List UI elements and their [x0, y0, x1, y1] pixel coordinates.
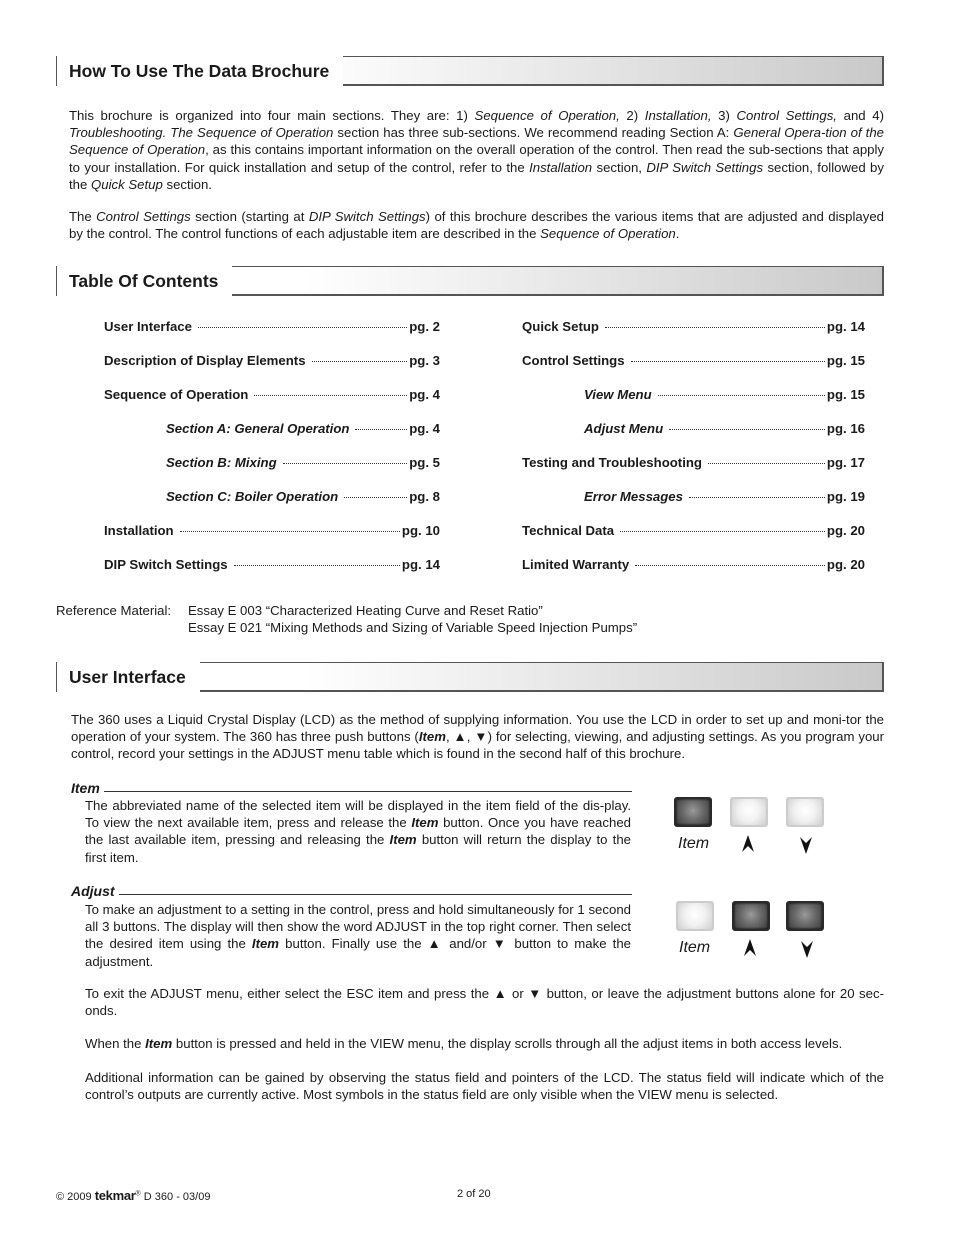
reference-essay-2: Essay E 021 “Mixing Methods and Sizing of Variable Speed Injection Pumps”: [188, 620, 638, 635]
item-button: [676, 901, 714, 931]
toc-leader-dots: [708, 463, 825, 464]
toc-entry-page: pg. 20: [826, 557, 865, 572]
toc-entry-label: Technical Data: [522, 523, 615, 538]
intro-paragraph-2: The Control Settings section (starting at DIP Switch Settings) of this brochure describes the various items that are adjusted and displayed by the control. The control functions of each adjustable item are described in the Sequence of Operation.: [69, 209, 885, 242]
item-description: The abbreviated name of the selected item will be displayed in the item field of the dis-play. To view the next available item, press and release the Item button. Once you have reached the last available item, pressing and releasing the Item button will return the display to the first item.: [85, 798, 631, 865]
toc-entry-page: pg. 20: [826, 523, 865, 538]
toc-leader-dots: [620, 531, 825, 532]
toc-entry-page: pg. 4: [409, 387, 440, 402]
toc-leader-dots: [312, 361, 408, 362]
toc-leader-dots: [234, 565, 400, 566]
toc-entry-label: Error Messages: [584, 489, 683, 504]
item-button-pressed: [674, 797, 712, 827]
toc-leader-dots: [355, 429, 407, 430]
toc-entry-page: pg. 5: [409, 455, 440, 470]
divider: [119, 894, 632, 895]
toc-entry-label: Description of Display Elements: [104, 353, 306, 368]
toc-entry-label: Section C: Boiler Operation: [166, 489, 339, 504]
toc-entry-page: pg. 15: [826, 387, 865, 402]
toc-entry-label: DIP Switch Settings: [104, 557, 228, 572]
down-button: [786, 797, 824, 827]
toc-leader-dots: [180, 531, 400, 532]
toc-entry-page: pg. 14: [826, 319, 865, 334]
item-heading: Item: [71, 780, 100, 796]
divider: [104, 791, 632, 792]
toc-entry[interactable]: [104, 353, 440, 371]
toc-entry[interactable]: [104, 387, 440, 405]
adjust-heading: Adjust: [71, 883, 115, 899]
section-title: User Interface: [57, 662, 200, 692]
reference-essay-1: Essay E 003 “Characterized Heating Curve and Reset Ratio”: [188, 603, 543, 618]
toc-leader-dots: [344, 497, 407, 498]
toc-entry-page: pg. 15: [826, 353, 865, 368]
page-number: 2 of 20: [457, 1188, 491, 1200]
toc-entry-label: Installation: [104, 523, 174, 538]
item-button-label: Item: [679, 939, 711, 956]
toc-entry-page: pg. 17: [826, 455, 865, 470]
toc-entry-page: pg. 14: [401, 557, 440, 572]
toc-entry-label: Section B: Mixing: [166, 455, 277, 470]
toc-entry[interactable]: [522, 319, 865, 337]
toc-entry-page: pg. 19: [826, 489, 865, 504]
item-button-label: Item: [678, 835, 710, 852]
reference-label: Reference Material:: [56, 603, 172, 618]
toc-entry[interactable]: [522, 557, 865, 575]
copyright: © 2009: [56, 1191, 92, 1203]
toc-entry-label: Quick Setup: [522, 319, 599, 334]
brand-logo: tekmar: [94, 1188, 136, 1203]
toc-leader-dots: [605, 327, 825, 328]
toc-entry[interactable]: [166, 455, 440, 473]
toc-entry-page: pg. 3: [409, 353, 440, 368]
toc-entry-label: Section A: General Operation: [166, 421, 350, 436]
toc-entry-page: pg. 8: [409, 489, 440, 504]
toc-entry-label: Control Settings: [522, 353, 625, 368]
item-subheading: [71, 778, 632, 796]
up-arrow-icon: [743, 939, 757, 957]
down-arrow-icon: [799, 836, 813, 854]
toc-leader-dots: [658, 395, 825, 396]
up-button-pressed: [732, 901, 770, 931]
registered-mark: ®: [135, 1190, 141, 1198]
status-field-paragraph: Additional information can be gained by observing the status field and pointers of the LCD. The status field will indicate which of the control’s outputs are currently active. Most symbols in the status field are only visible when the VIEW menu is selected.: [85, 1070, 884, 1103]
toc-entry-label: Limited Warranty: [522, 557, 630, 572]
toc-entry[interactable]: [522, 523, 865, 541]
adjust-subheading: [71, 881, 632, 899]
section-header-how-to-use: [56, 56, 884, 86]
toc-entry[interactable]: [584, 421, 865, 439]
toc-entry-label: User Interface: [104, 319, 192, 334]
up-arrow-icon: [741, 835, 755, 853]
document-code: D 360 - 03/09: [143, 1191, 211, 1203]
toc-entry[interactable]: [104, 523, 440, 541]
intro-paragraph-1: This brochure is organized into four main sections. They are: 1) Sequence of Operation, 2) Installation, 3) Control Settings, and 4) Troubleshooting. The Sequence of Operation section has three sub-sections. We recommend reading Section A: General Opera-tion of the Sequence of Operation, as this contains important information on the overall operation of the control. Then read the sub-sections that apply to your installation. For quick installation and setup of the control, refer to the Installation section, DIP Switch Settings section, followed by the Quick Setup section.: [69, 108, 885, 192]
toc-entry-page: pg. 4: [409, 421, 440, 436]
view-menu-paragraph: When the Item button is pressed and held in the VIEW menu, the display scrolls through all the adjust items in both access levels.: [85, 1036, 843, 1051]
toc-entry[interactable]: [166, 421, 440, 439]
toc-leader-dots: [283, 463, 408, 464]
down-button-pressed: [786, 901, 824, 931]
toc-entry-page: pg. 16: [826, 421, 865, 436]
toc-entry[interactable]: [522, 455, 865, 473]
section-title: How To Use The Data Brochure: [57, 56, 343, 86]
toc-leader-dots: [689, 497, 825, 498]
section-header-user-interface: [56, 662, 884, 692]
toc-entry-label: View Menu: [584, 387, 652, 402]
user-interface-intro: The 360 uses a Liquid Crystal Display (LCD) as the method of supplying information. You use the LCD in order to set up and moni-tor the operation of your system. The 360 has three push buttons (Item, ▲, ▼) for selecting, viewing, and adjusting settings. As you program your control, record your settings in the ADJUST menu table which is found in the second half of this brochure.: [71, 712, 884, 762]
toc-entry[interactable]: [584, 387, 865, 405]
section-title: Table Of Contents: [57, 266, 232, 296]
toc-entry-label: Adjust Menu: [584, 421, 664, 436]
toc-leader-dots: [631, 361, 825, 362]
toc-entry[interactable]: [584, 489, 865, 507]
section-header-toc: [56, 266, 884, 296]
up-button: [730, 797, 768, 827]
toc-entry-label: Sequence of Operation: [104, 387, 249, 402]
adjust-description: To make an adjustment to a setting in the control, press and hold simultaneously for 1 second all 3 buttons. The display will then show the word ADJUST in the top right corner. Then select the desired item using the Item button. Finally use the ▲ and/or ▼ button to make the adjustment.: [85, 902, 631, 969]
toc-entry[interactable]: [104, 319, 440, 337]
toc-entry-label: Testing and Troubleshooting: [522, 455, 702, 470]
toc-entry[interactable]: [166, 489, 440, 507]
toc-entry-page: pg. 2: [409, 319, 440, 334]
down-arrow-icon: [800, 940, 814, 958]
toc-leader-dots: [254, 395, 407, 396]
exit-adjust-paragraph: To exit the ADJUST menu, either select the ESC item and press the ▲ or ▼ button, or leave the adjustment buttons alone for 20 sec-onds.: [85, 986, 884, 1019]
toc-leader-dots: [669, 429, 825, 430]
footer-left: [56, 1188, 210, 1203]
toc-leader-dots: [635, 565, 825, 566]
toc-leader-dots: [198, 327, 407, 328]
toc-entry[interactable]: [104, 557, 440, 575]
toc-entry-page: pg. 10: [401, 523, 440, 538]
toc-entry[interactable]: [522, 353, 865, 371]
